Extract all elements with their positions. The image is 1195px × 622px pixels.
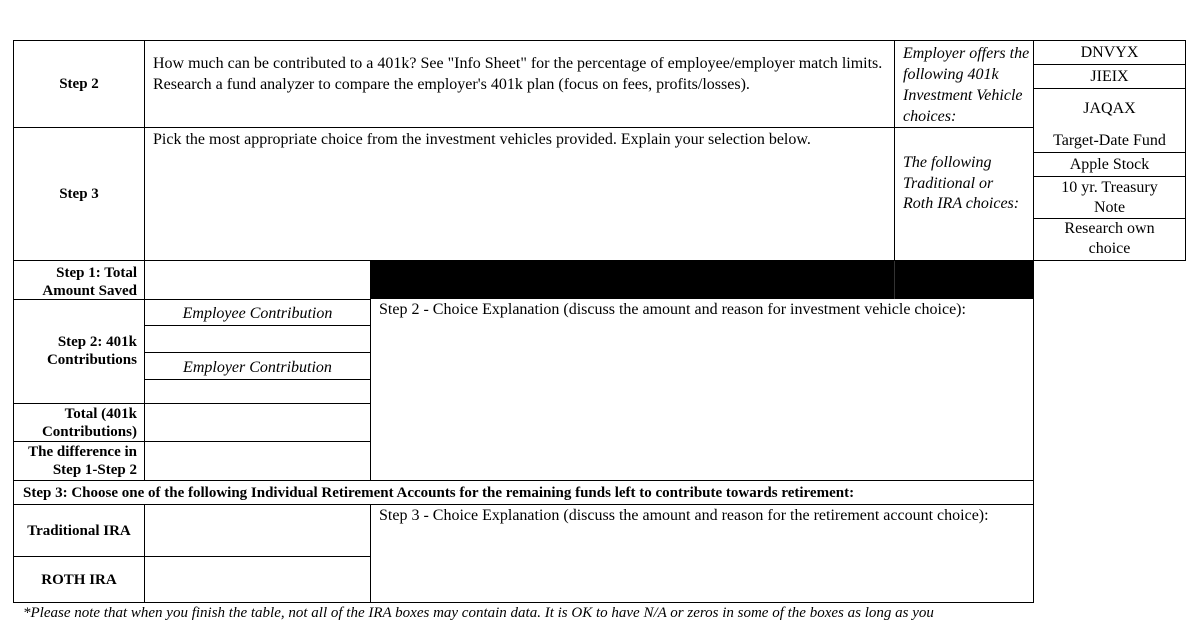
fund-choice-jieix: JIEIX — [1034, 65, 1185, 89]
difference-label: The difference in Step 1-Step 2 — [28, 444, 137, 478]
step2-explanation-field[interactable] — [371, 342, 1033, 480]
total-saved-row-line — [13, 299, 370, 300]
step2-description: How much can be contributed to a 401k? See "Info Sheet" for the percentage of employee/employer match limits. Research a fund analyzer to compare the employer's 401k plan (focus on fees, profits/losses). — [153, 55, 883, 93]
step3-label: Step 3 — [59, 186, 99, 202]
step2-explanation-prompt: Step 2 - Choice Explanation (discuss the amount and reason for investment vehicle choice): — [379, 301, 966, 318]
traditional-ira-label: Traditional IRA — [27, 522, 131, 539]
employee-field-line — [144, 352, 370, 353]
ira-choice-apple-stock: Apple Stock — [1034, 153, 1185, 177]
difference-field[interactable] — [145, 442, 370, 480]
top-col-divider-2 — [894, 40, 895, 261]
employee-contribution-label: Employee Contribution — [182, 304, 333, 322]
total-saved-label: Step 1: Total Amount Saved — [42, 265, 137, 299]
total-saved-value-field[interactable] — [145, 262, 370, 299]
step2-side-label: Employer offers the following 401k Investment Vehicle choices: — [903, 45, 1030, 125]
ira-choice-research: Research own choice — [1064, 220, 1155, 257]
employer-contribution-label: Employer Contribution — [183, 358, 332, 376]
traditional-ira-field[interactable] — [145, 506, 370, 556]
total-401k-label: Total (401k Contributions) — [41, 406, 137, 440]
ira-choice-target-date: Target-Date Fund — [1034, 128, 1185, 153]
step3-instruction: Step 3: Choose one of the following Individual Retirement Accounts for the remaining funds left to contribute towards retirement: — [23, 485, 855, 501]
footnote: *Please note that when you finish the table, not all of the IRA boxes may contain data. It is OK to have N/A or zeros in some of the boxes as long as you — [23, 605, 934, 621]
fund-choice-dnvyx: DNVYX — [1034, 41, 1185, 65]
total-401k-field[interactable] — [145, 404, 370, 441]
ira-choice-treasury-note: 10 yr. Treasury Note — [1061, 179, 1158, 216]
step2-choices — [1034, 41, 1185, 127]
step3-explanation-prompt: Step 3 - Choice Explanation (discuss the amount and reason for the retirement account choice): — [379, 507, 989, 524]
step3-side-label: The following Traditional or Roth IRA choices: — [903, 154, 1020, 212]
employer-contribution-field[interactable] — [145, 380, 370, 403]
top-row-divider — [13, 127, 1034, 128]
contributions-label: Step 2: 401k Contributions — [46, 334, 137, 368]
top-col-divider-1 — [144, 40, 145, 261]
step3-description: Pick the most appropriate choice from the investment vehicles provided. Explain your selection below. — [153, 131, 811, 148]
step3-explanation-field[interactable] — [371, 548, 1033, 602]
roth-ira-label: ROTH IRA — [41, 571, 117, 588]
step2-label: Step 2 — [59, 75, 99, 92]
roth-ira-field[interactable] — [145, 557, 370, 603]
employee-contribution-field[interactable] — [145, 326, 370, 352]
step3-choices — [1034, 128, 1185, 261]
fund-choice-jaqax: JAQAX — [1083, 100, 1136, 117]
